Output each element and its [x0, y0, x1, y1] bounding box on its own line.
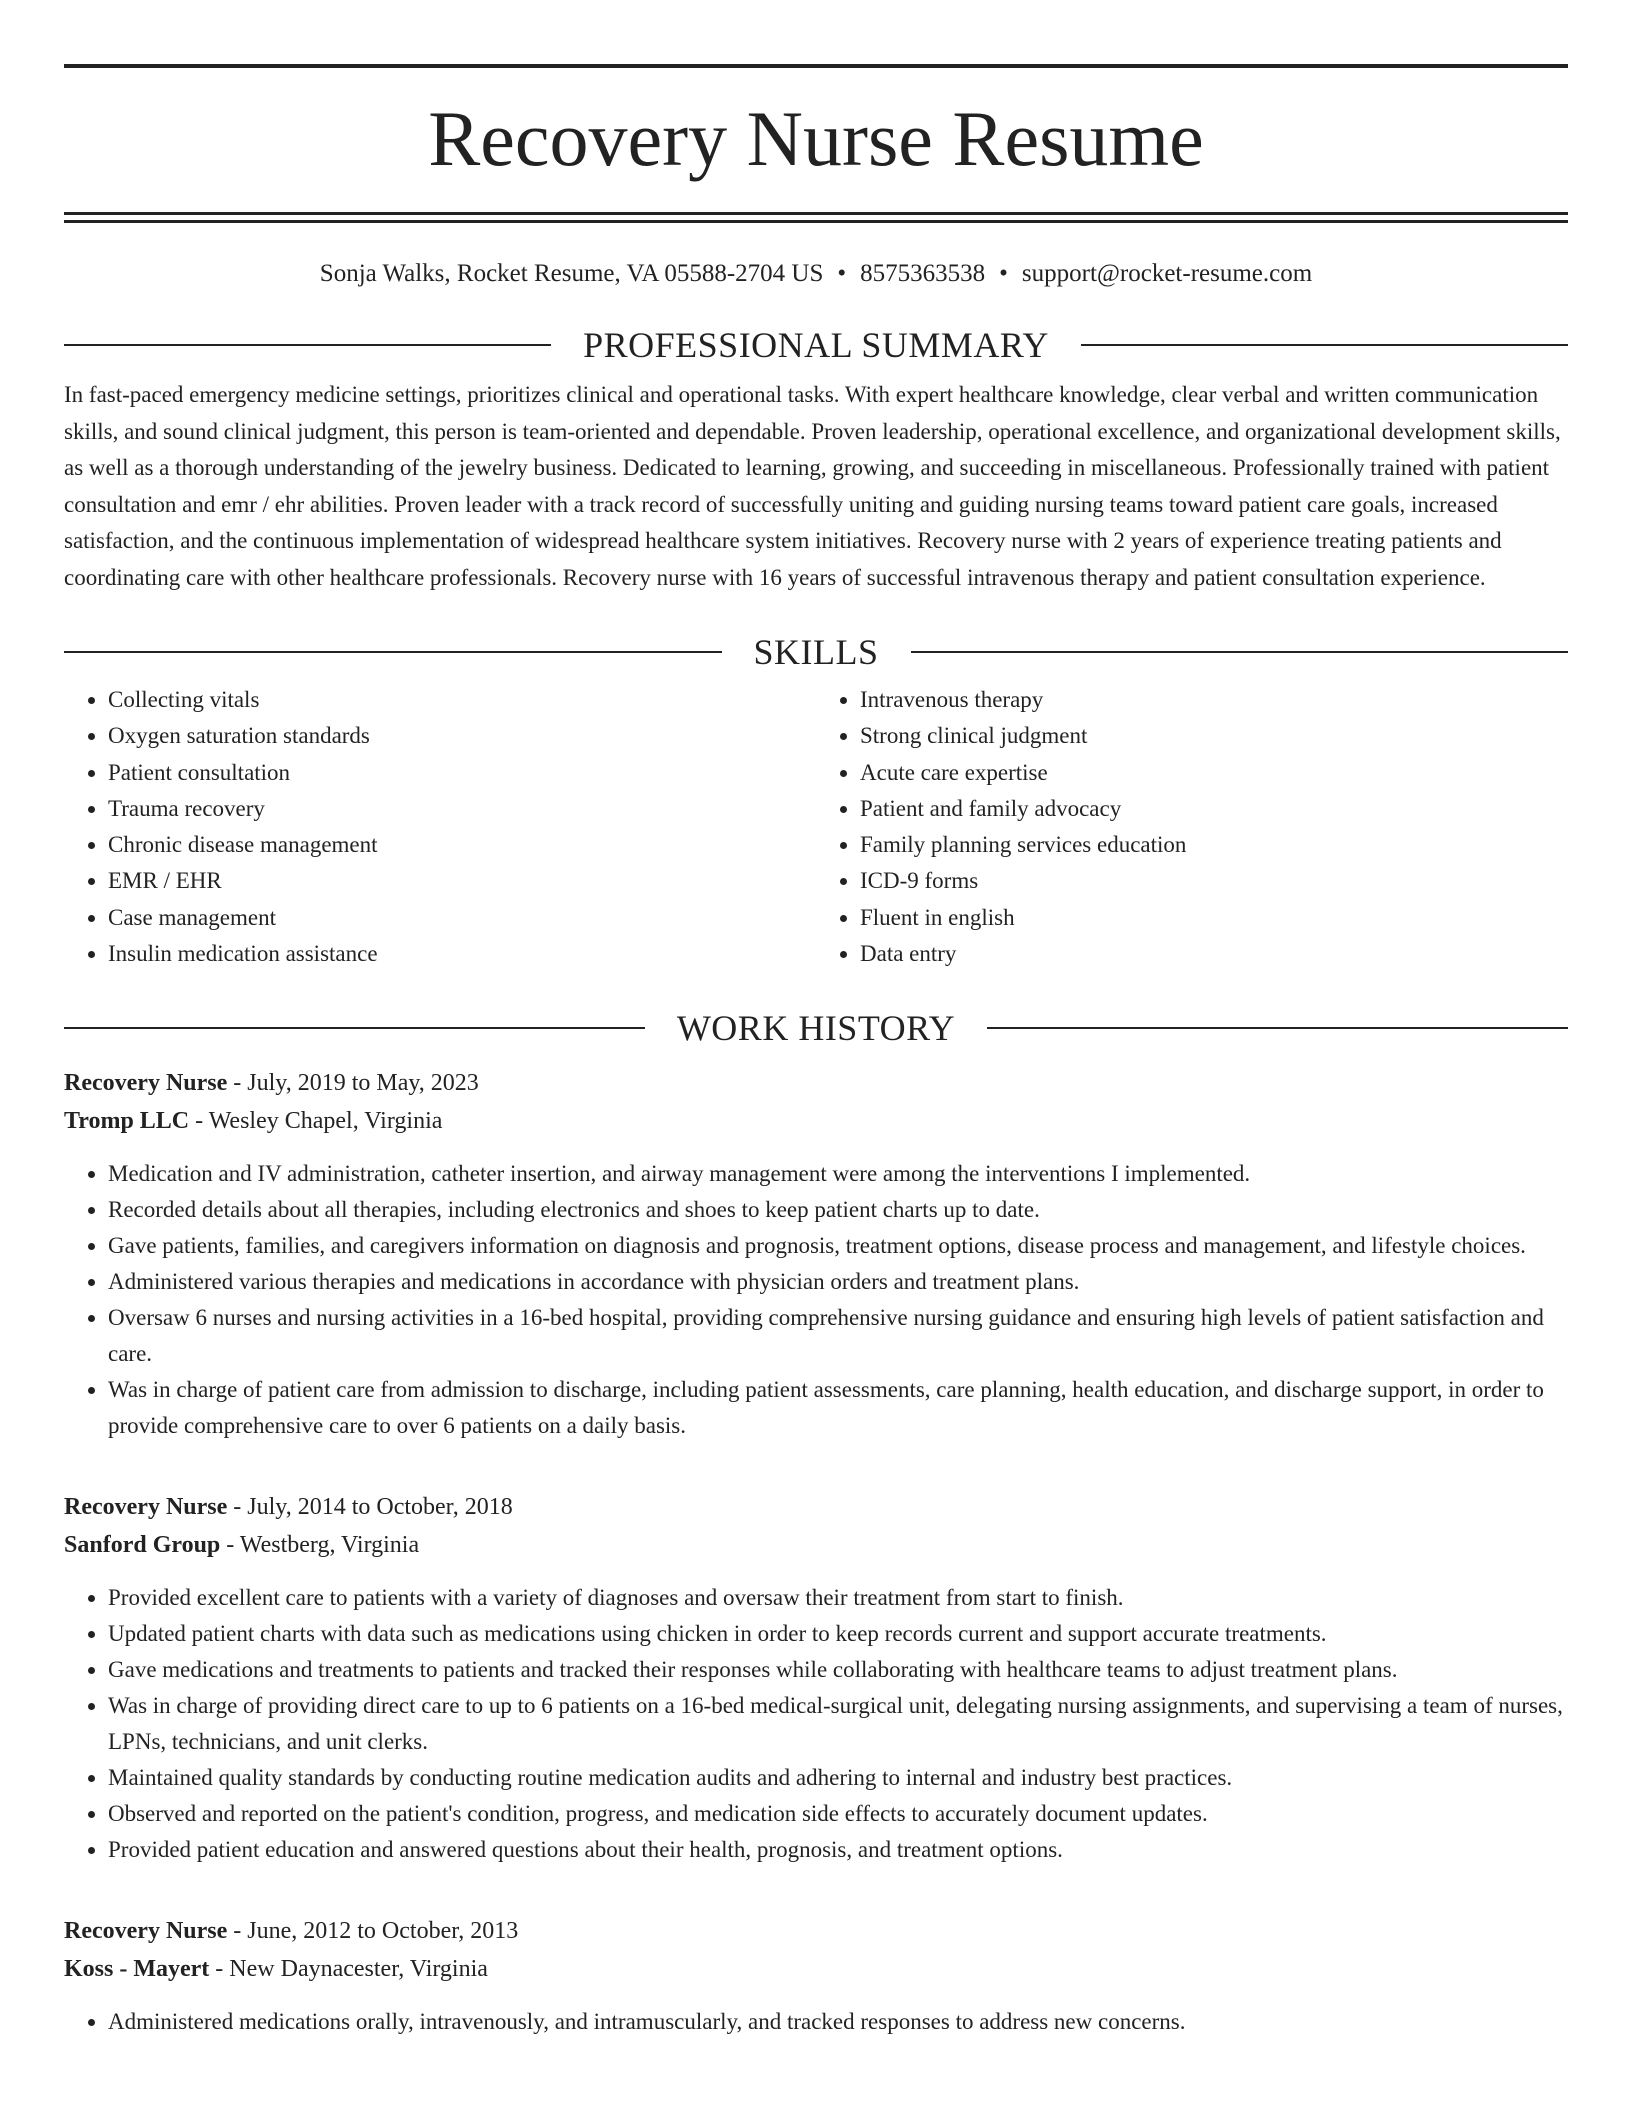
job-entry: [64, 1912, 1568, 2040]
job-bullet: • Oversaw 6 nurses and nursing activities in a 16-bed hospital, providing comprehensive nursing guidance and ensuring high levels of patient satisfaction and care.: [108, 1300, 1568, 1372]
skills-list: [64, 682, 1568, 972]
job-company-line: [64, 1102, 1568, 1140]
resume-title: Recovery Nurse Resume: [428, 95, 1204, 182]
skill-item: • Insulin medication assistance: [108, 936, 816, 972]
job-bullet: • Was in charge of providing direct care to up to 6 patients on a 16-bed medical-surgical unit, delegating nursing assignments, and supervising a team of nurses, LPNs, technicians, and unit clerks.: [108, 1688, 1568, 1760]
job-bullet: • Gave patients, families, and caregivers information on diagnosis and prognosis, treatment options, disease process and management, and lifestyle choices.: [108, 1228, 1568, 1264]
job-bullet: • Recorded details about all therapies, including electronics and shoes to keep patient charts up to date.: [108, 1192, 1568, 1228]
skill-item: • Case management: [108, 900, 816, 936]
section-title: SKILLS: [753, 632, 879, 672]
skill-item: • Data entry: [860, 936, 1568, 972]
contact-line: [64, 259, 1568, 289]
skill-item: • Fluent in english: [860, 900, 1568, 936]
job-company-line: [64, 1526, 1568, 1564]
job-role-line: [64, 1064, 1568, 1102]
job-entry: [64, 1064, 1568, 1444]
skill-item: • Collecting vitals: [108, 682, 816, 718]
skill-item: • ICD-9 forms: [860, 863, 1568, 899]
section-heading-skills: [64, 634, 1568, 670]
skill-item: • Acute care expertise: [860, 755, 1568, 791]
job-bullet: • Medication and IV administration, catheter insertion, and airway management were among the interventions I implemented.: [108, 1156, 1568, 1192]
job-role: Recovery Nurse: [64, 1070, 228, 1097]
job-bullets: [64, 1580, 1568, 1868]
job-bullet: • Administered medications orally, intravenously, and intramuscularly, and tracked responses to address new concerns.: [108, 2004, 1568, 2040]
job-role: Recovery Nurse: [64, 1918, 228, 1945]
job-role-line: [64, 1912, 1568, 1950]
section-heading-work-history: [64, 1008, 1568, 1049]
job-bullet: • Gave medications and treatments to patients and tracked their responses while collaborating with healthcare teams to adjust treatment plans.: [108, 1652, 1568, 1688]
work-history-list: [64, 1064, 1568, 2040]
skill-item: • Family planning services education: [860, 827, 1568, 863]
job-company-line: [64, 1950, 1568, 1988]
contact-separator: •: [999, 260, 1008, 287]
contact-address: Sonja Walks, Rocket Resume, VA 05588-2704 US: [319, 260, 824, 287]
job-bullets: [64, 1156, 1568, 1444]
skill-item: • Strong clinical judgment: [860, 718, 1568, 754]
job-role-line: [64, 1488, 1568, 1526]
job-company: Sanford Group: [64, 1532, 221, 1559]
job-bullet: • Updated patient charts with data such as medications using chicken in order to keep records current and support accurate treatments.: [108, 1616, 1568, 1652]
title-double-rule: [64, 212, 1568, 223]
job-bullet: • Observed and reported on the patient's condition, progress, and medication side effects to accurately document updates.: [108, 1796, 1568, 1832]
job-dates: - July, 2019 to May, 2023: [227, 1070, 479, 1097]
job-company: Koss - Mayert: [64, 1956, 210, 1983]
summary-text: In fast-paced emergency medicine settings, prioritizes clinical and operational tasks. With expert healthcare knowledge, clear verbal and written communication skills, and sound clinical judgment, this person is team-oriented and dependable. Proven leadership, operational excellence, and organizational development skills, as well as a thorough understanding of the jewelry business. Dedicated to learning, growing, and succeeding in miscellaneous. Professionally trained with patient consultation and emr / ehr abilities. Proven leader with a track record of successfully uniting and guiding nursing teams toward patient care goals, increased satisfaction, and the continuous implementation of widespread healthcare system initiatives. Recovery nurse with 2 years of experience treating patients and coordinating care with other healthcare professionals. Recovery nurse with 16 years of successful intravenous therapy and patient consultation experience.: [64, 382, 1561, 590]
job-bullet: • Maintained quality standards by conducting routine medication audits and adhering to internal and industry best practices.: [108, 1760, 1568, 1796]
section-title: WORK HISTORY: [676, 1008, 956, 1049]
job-bullets: [64, 2004, 1568, 2040]
skill-item: • Patient consultation: [108, 755, 816, 791]
contact-separator: •: [837, 260, 847, 287]
heading-rule: [1081, 344, 1568, 346]
contact-phone[interactable]: 8575363538: [860, 260, 986, 287]
job-role: Recovery Nurse: [64, 1494, 228, 1521]
job-dates: - July, 2014 to October, 2018: [227, 1494, 513, 1521]
skills-column-left: [64, 682, 816, 972]
skill-item: • Patient and family advocacy: [860, 791, 1568, 827]
skill-item: • Intravenous therapy: [860, 682, 1568, 718]
job-company: Tromp LLC: [64, 1108, 190, 1135]
heading-rule: [64, 344, 551, 346]
contact-email[interactable]: support@rocket-resume.com: [1021, 260, 1313, 287]
job-bullet: • Administered various therapies and medications in accordance with physician orders and treatment plans.: [108, 1264, 1568, 1300]
skill-item: • Chronic disease management: [108, 827, 816, 863]
resume-page: [64, 64, 1568, 2040]
skill-item: • Oxygen saturation standards: [108, 718, 816, 754]
job-dates: - June, 2012 to October, 2013: [227, 1918, 519, 1945]
job-entry: [64, 1488, 1568, 1868]
heading-rule: [911, 651, 1569, 653]
heading-rule: [64, 651, 722, 653]
heading-rule: [987, 1027, 1568, 1029]
job-bullet: • Provided excellent care to patients with a variety of diagnoses and oversaw their treatment from start to finish.: [108, 1580, 1568, 1616]
job-bullet: • Provided patient education and answered questions about their health, prognosis, and treatment options.: [108, 1832, 1568, 1868]
job-location: - New Daynacester, Virginia: [209, 1956, 488, 1983]
skills-column-right: [816, 682, 1568, 972]
skill-item: • EMR / EHR: [108, 863, 816, 899]
section-heading-summary: [64, 327, 1568, 363]
job-location: - Wesley Chapel, Virginia: [189, 1108, 443, 1135]
job-bullet: • Was in charge of patient care from admission to discharge, including patient assessments, care planning, health education, and discharge support, in order to provide comprehensive care to over 6 patients on a daily basis.: [108, 1372, 1568, 1444]
heading-rule: [64, 1027, 645, 1029]
skill-item: • Trauma recovery: [108, 791, 816, 827]
job-location: - Westberg, Virginia: [220, 1532, 420, 1559]
section-title: PROFESSIONAL SUMMARY: [583, 325, 1049, 365]
